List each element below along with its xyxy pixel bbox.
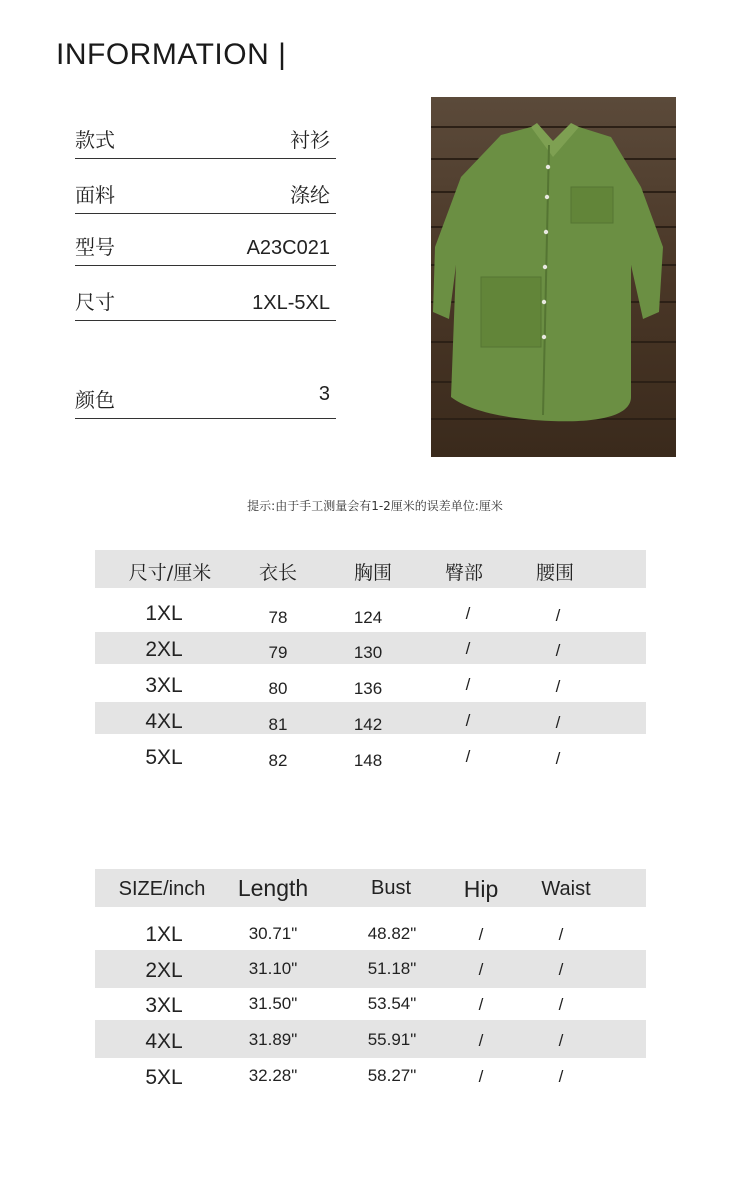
page-title: INFORMATION |	[56, 38, 287, 71]
table-cell-waist: /	[555, 641, 561, 660]
table-cell-bust: 55.91"	[367, 1030, 417, 1049]
table-cell-waist: /	[558, 1031, 564, 1050]
table-cell-bust: 136	[353, 679, 383, 698]
table-cell-length: 79	[268, 643, 288, 662]
table-cell-size: 4XL	[145, 1030, 183, 1053]
table-cell-bust: 124	[353, 608, 383, 627]
table-cell-bust: 53.54"	[367, 994, 417, 1013]
table-cell-waist: /	[558, 925, 564, 944]
table-cell-bust: 51.18"	[367, 959, 417, 978]
table-cell-length: 31.10"	[248, 959, 298, 978]
header-waist: 腰围	[535, 562, 575, 584]
info-value: 1XL-5XL	[252, 292, 330, 314]
header-size: SIZE/inch	[118, 878, 206, 900]
info-label: 款式	[75, 128, 115, 152]
table-cell-bust: 148	[353, 751, 383, 770]
table-cell-hip: /	[478, 1031, 484, 1050]
table-cell-waist: /	[558, 995, 564, 1014]
table-cell-hip: /	[478, 960, 484, 979]
info-value: 衬衫	[290, 128, 330, 152]
table-cell-bust: 48.82"	[367, 924, 417, 943]
table-cell-length: 82	[268, 751, 288, 770]
table-cell-waist: /	[555, 749, 561, 768]
table-cell-bust: 142	[353, 715, 383, 734]
info-value: 涤纶	[290, 183, 330, 207]
shirt-illustration	[431, 97, 676, 457]
table-cell-size: 3XL	[145, 994, 183, 1017]
info-value: A23C021	[246, 237, 330, 259]
table-cell-hip: /	[465, 604, 471, 623]
table-cell-length: 30.71"	[248, 924, 298, 943]
table-cell-size: 5XL	[145, 746, 183, 769]
table-cell-waist: /	[558, 960, 564, 979]
table-cell-hip: /	[478, 925, 484, 944]
info-row-size	[75, 284, 336, 321]
table-cell-hip: /	[478, 1067, 484, 1086]
info-row-model	[75, 229, 336, 266]
info-row-fabric	[75, 177, 336, 214]
header-length: 衣长	[258, 562, 298, 584]
header-hip: 臀部	[444, 562, 484, 584]
table-cell-size: 1XL	[145, 602, 183, 625]
header-length: Length	[237, 875, 309, 901]
table-cell-bust: 58.27"	[367, 1066, 417, 1085]
size-table-cm	[95, 550, 646, 780]
table-cell-size: 5XL	[145, 1066, 183, 1089]
info-row-style	[75, 122, 336, 159]
table-cell-length: 31.89"	[248, 1030, 298, 1049]
table-cell-length: 81	[268, 715, 288, 734]
table-cell-hip: /	[465, 711, 471, 730]
table-cell-waist: /	[555, 713, 561, 732]
table-cell-size: 2XL	[145, 638, 183, 661]
table-cell-size: 4XL	[145, 710, 183, 733]
table-cell-bust: 130	[353, 643, 383, 662]
table-cell-size: 3XL	[145, 674, 183, 697]
info-value: 3	[318, 383, 330, 405]
table-cell-hip: /	[465, 675, 471, 694]
table-cell-size: 2XL	[145, 959, 183, 982]
table-cell-hip: /	[465, 747, 471, 766]
info-label: 型号	[75, 235, 115, 259]
table-cell-waist: /	[555, 606, 561, 625]
info-label: 尺寸	[75, 290, 115, 314]
table-cell-waist: /	[558, 1067, 564, 1086]
table-cell-length: 32.28"	[248, 1066, 298, 1085]
table-cell-length: 80	[268, 679, 288, 698]
size-table-inch	[95, 869, 646, 1099]
table-cell-hip: /	[478, 995, 484, 1014]
table-cell-length: 31.50"	[248, 994, 298, 1013]
header-size: 尺寸/厘米	[128, 562, 212, 584]
header-hip: Hip	[463, 876, 499, 902]
measurement-note: 提示:由于手工测量会有1-2厘米的误差单位:厘米	[247, 499, 503, 513]
table-cell-length: 78	[268, 608, 288, 627]
header-bust: 胸围	[353, 562, 393, 584]
header-bust: Bust	[370, 877, 412, 899]
table-cell-hip: /	[465, 639, 471, 658]
info-label: 面料	[75, 183, 115, 207]
table-cell-waist: /	[555, 677, 561, 696]
header-waist: Waist	[541, 878, 591, 900]
info-label: 颜色	[75, 388, 115, 412]
info-row-color	[75, 382, 336, 419]
product-image	[431, 97, 676, 457]
table-cell-size: 1XL	[145, 923, 183, 946]
